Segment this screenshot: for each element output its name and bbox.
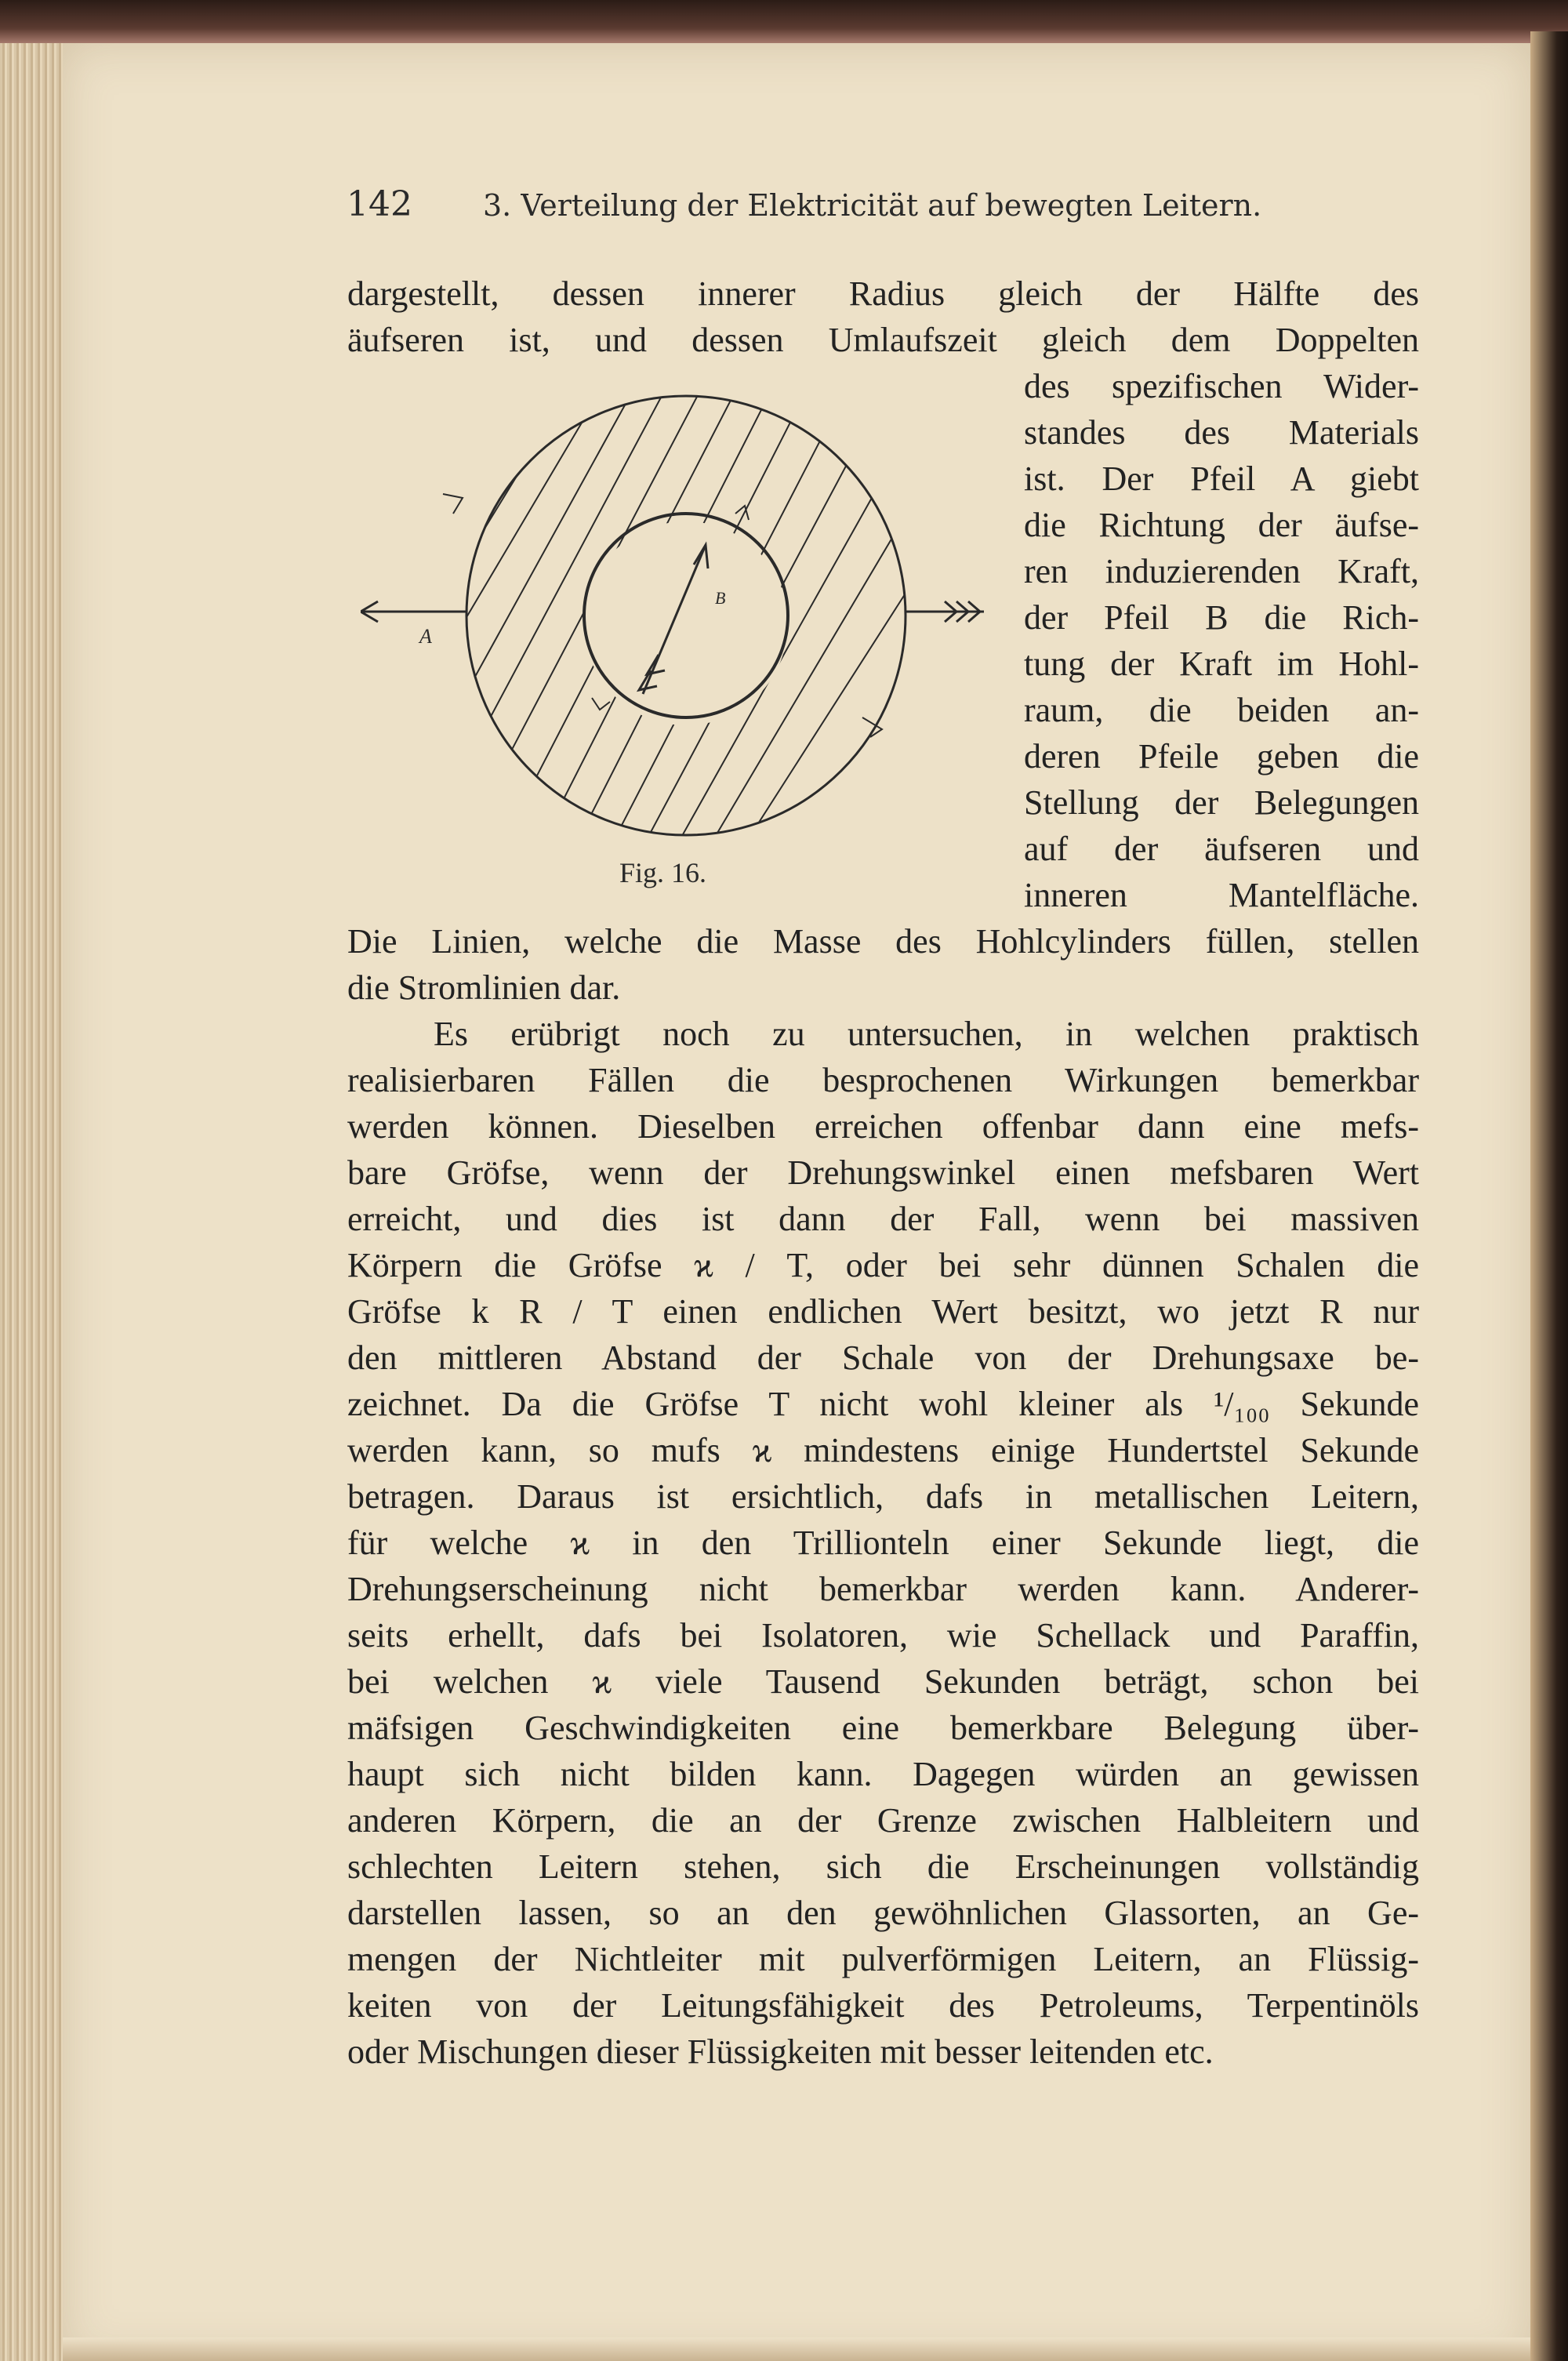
figure-caption: Fig. 16. [619,857,707,888]
text-line: anderen Körpern, die an der Grenze zwischen Halbleitern und [347,1801,1419,1840]
text-line: inneren Mantelfläche. [1024,876,1419,914]
text-line: bare Gröfse, wenn der Drehungswinkel einen mefsbaren Wert [347,1153,1419,1192]
text-line: auf der äufseren und [1024,830,1419,868]
scan-background-top [0,0,1568,47]
running-header [347,184,1444,239]
outer-circle [466,396,906,835]
text-line: darstellen lassen, so an den gewöhnlichen Glassorten, an Ge- [347,1894,1419,1932]
text-line: Stellung der Belegungen [1024,783,1419,822]
text-line: die Stromlinien dar. [347,968,621,1007]
label-a: A [419,625,432,648]
text-line: keiten von der Leitungsfähigkeit des Petroleums, Terpentinöls [347,1986,1419,2025]
text-line: werden können. Dieselben erreichen offenbar dann eine mefs- [347,1107,1419,1146]
text-line: ren induzierenden Kraft, [1024,552,1419,590]
text-line: mäfsigen Geschwindigkeiten eine bemerkbare Belegung über- [347,1709,1419,1747]
text-line: bei welchen ϰ viele Tausend Sekunden beträgt, schon bei [347,1662,1419,1701]
text-line: die Richtung der äufse- [1024,506,1419,544]
text-line: Es erübrigt noch zu untersuchen, in welchen praktisch [434,1015,1419,1053]
text-line: betragen. Daraus ist ersichtlich, dafs in metallischen Leitern, [347,1477,1419,1516]
figure-16-diagram [361,388,1011,890]
book-page-edges [0,43,63,2361]
text-line: deren Pfeile geben die [1024,737,1419,775]
text-line: raum, die beiden an- [1024,691,1419,729]
page-number: 142 [347,184,412,224]
text-line: tung der Kraft im Hohl- [1024,645,1419,683]
text-line: mengen der Nichtleiter mit pulverförmigen Leitern, an Flüssig- [347,1940,1419,1978]
text-line: oder Mischungen dieser Flüssigkeiten mit besser leitenden etc. [347,2032,1214,2071]
text-line: seits erhellt, dafs bei Isolatoren, wie Schellack und Paraffin, [347,1616,1419,1655]
text-line: haupt sich nicht bilden kann. Dagegen würden an gewissen [347,1755,1419,1793]
text-line: schlechten Leitern stehen, sich die Erscheinungen vollständig [347,1847,1419,1886]
arrow-a [361,601,466,622]
text-line: der Pfeil B die Rich- [1024,598,1419,637]
hollow-cylinder [361,388,956,890]
text-line: äufseren ist, und dessen Umlaufszeit gleich dem Doppelten [347,321,1419,359]
running-title: 3. Verteilung der Elektricität auf bewegten Leitern. [482,188,1262,223]
page-bottom-edge [63,2337,1530,2361]
text-line: werden kann, so mufs ϰ mindestens einige Hundertstel Sekunde [347,1431,1419,1469]
arrow-a-tail [906,601,984,622]
text-line: realisierbaren Fällen die besprochenen Wirkungen bemerkbar [347,1061,1419,1099]
text-line: standes des Materials [1024,413,1419,452]
inner-circle [584,514,788,717]
text-line: Gröfse k R / T einen endlichen Wert besitzt, wo jetzt R nur [347,1292,1419,1331]
text-line: für welche ϰ in den Trillionteln einer Sekunde liegt, die [347,1524,1419,1562]
text-line: Drehungserscheinung nicht bemerkbar werden kann. Anderer- [347,1570,1419,1608]
stream-lines [361,388,956,890]
text-line: den mittleren Abstand der Schale von der Drehungsaxe be- [347,1339,1419,1377]
book-binding-edge [1530,31,1568,2361]
arrow-b [639,545,708,694]
text-line: ist. Der Pfeil A giebt [1024,459,1419,498]
text-line: erreicht, und dies ist dann der Fall, wenn bei massiven [347,1200,1419,1238]
text-line: zeichnet. Da die Gröfse T nicht wohl kleiner als ¹/₁₀₀ Sekunde [347,1385,1419,1423]
text-line: Die Linien, welche die Masse des Hohlcylinders füllen, stellen [347,922,1419,961]
text-line: des spezifischen Wider- [1024,367,1419,405]
label-b: B [715,588,726,608]
text-line: dargestellt, dessen innerer Radius gleich der Hälfte des [347,274,1419,313]
text-line: Körpern die Gröfse ϰ / T, oder bei sehr dünnen Schalen die [347,1246,1419,1284]
